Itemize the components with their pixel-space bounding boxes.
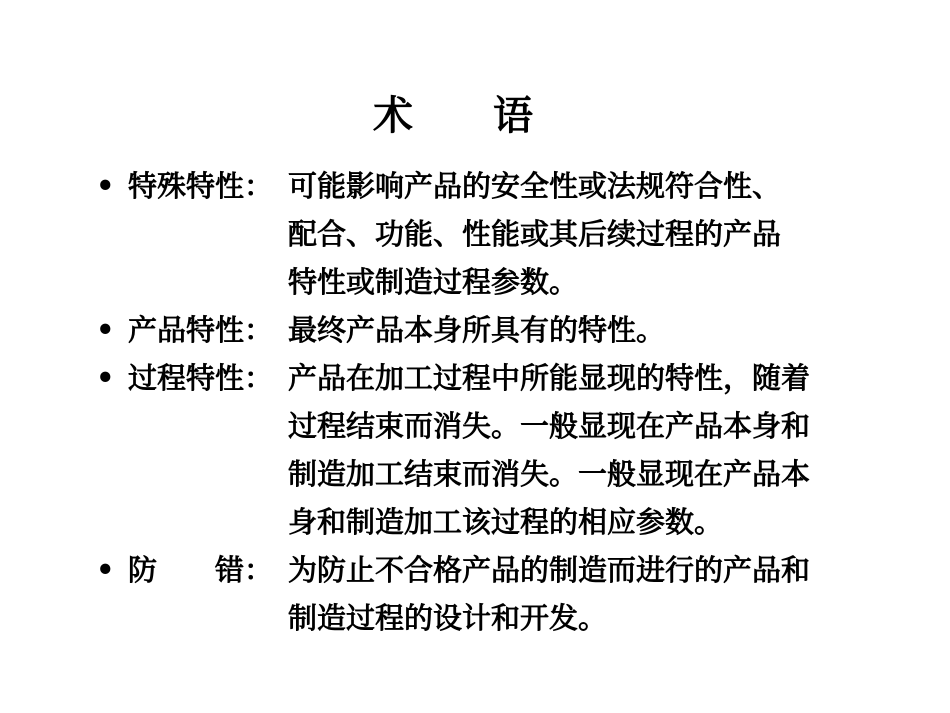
term-label: 特殊特性： xyxy=(128,169,274,203)
term-definition xyxy=(288,354,868,546)
definition-line: 制造过程的设计和开发。 xyxy=(288,601,608,635)
term-label: 防 错： xyxy=(128,553,274,587)
slide-title: 术 语 xyxy=(373,93,533,139)
term-definition xyxy=(288,162,868,306)
definition-line: 产品在加工过程中所能显现的特性，随着 xyxy=(288,361,811,395)
definition-line: 配合、功能、性能或其后续过程的产品 xyxy=(288,217,782,251)
term-definition xyxy=(288,306,868,354)
term-item-error-proofing xyxy=(96,546,868,642)
term-item-special-characteristic xyxy=(96,162,868,306)
term-item-product-characteristic xyxy=(96,306,868,354)
definition-line: 最终产品本身所具有的特性。 xyxy=(288,313,666,347)
definition-line: 身和制造加工该过程的相应参数。 xyxy=(288,505,724,539)
term-item-process-characteristic xyxy=(96,354,868,546)
definition-line: 特性或制造过程参数。 xyxy=(288,265,579,299)
term-label: 过程特性： xyxy=(128,361,274,395)
bullet-icon: • xyxy=(96,553,115,587)
term-label: 产品特性： xyxy=(128,313,274,347)
term-definition xyxy=(288,546,868,642)
bullet-icon: • xyxy=(96,169,115,203)
bullet-icon: • xyxy=(96,313,115,347)
bullet-icon: • xyxy=(96,361,115,395)
definition-line: 制造加工结束而消失。一般显现在产品本 xyxy=(288,457,811,491)
definition-line: 为防止不合格产品的制造而进行的产品和 xyxy=(288,553,811,587)
term-list xyxy=(96,162,868,642)
definition-line: 过程结束而消失。一般显现在产品本身和 xyxy=(288,409,811,443)
definition-line: 可能影响产品的安全性或法规符合性、 xyxy=(288,169,782,203)
